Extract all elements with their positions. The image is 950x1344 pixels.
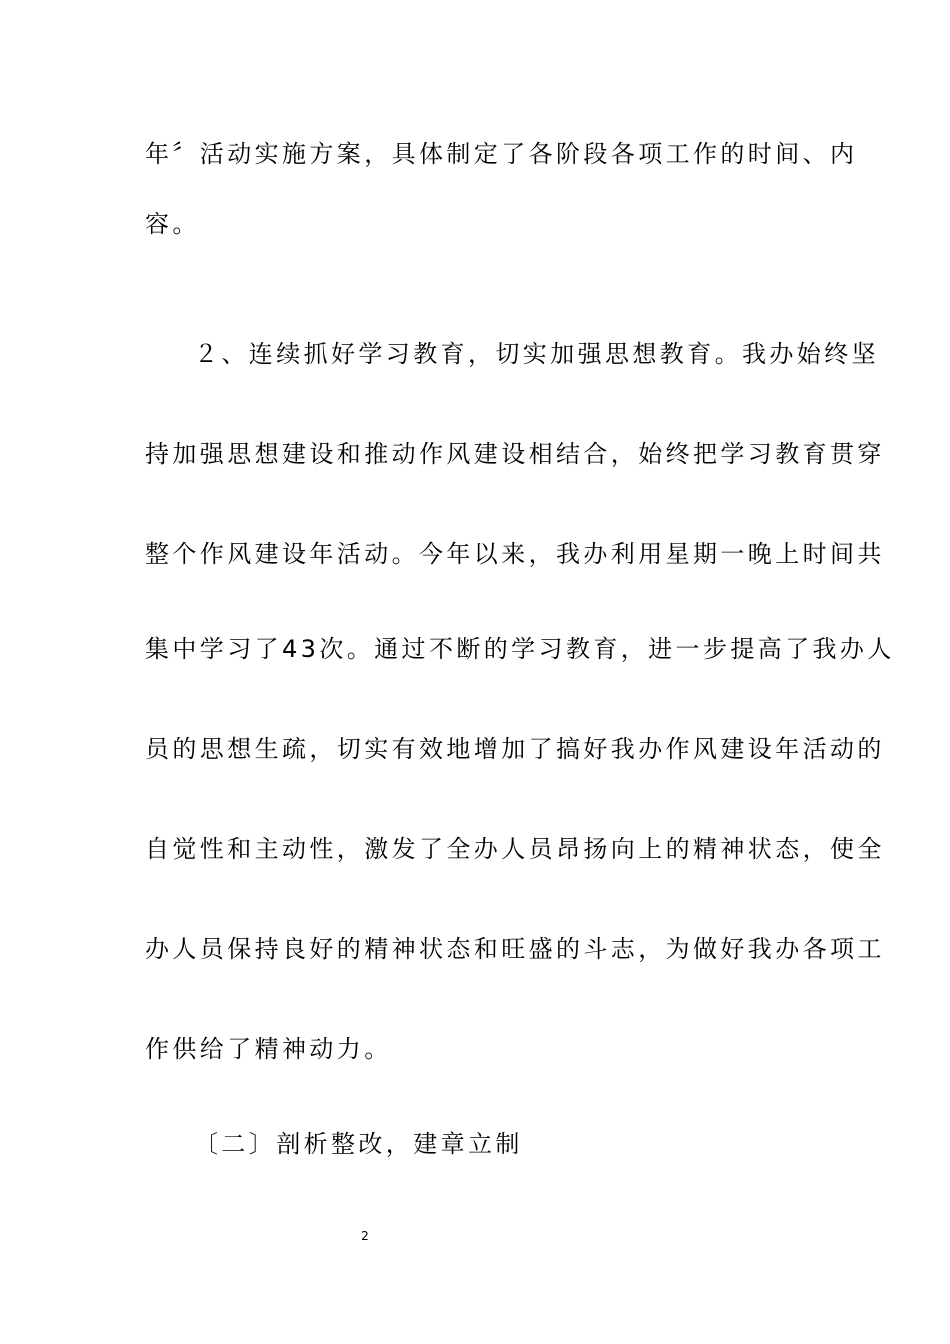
text-line-1: 年〞活动实施方案，具体制定了各阶段各项工作的时间、内 [145, 140, 858, 168]
paragraph-2-line-2: 持加强思想建设和推动作风建设相结合，始终把学习教育贯穿 [145, 440, 885, 468]
text-line-2: 容。 [145, 210, 200, 238]
paragraph-2-line-3: 整个作风建设年活动。今年以来，我办利用星期一晚上时间共 [145, 540, 885, 568]
paragraph-2-line-6: 自觉性和主动性，激发了全办人员昂扬向上的精神状态，使全 [145, 835, 885, 863]
paragraph-2-line-7: 办人员保持良好的精神状态和旺盛的斗志，为做好我办各项工 [145, 935, 885, 963]
paragraph-2-line-1: ２、连续抓好学习教育，切实加强思想教育。我办始终坚 [194, 340, 879, 368]
section-heading: 〔二〕剖析整改，建章立制 [194, 1130, 523, 1158]
paragraph-2-line-8: 作供给了精神动力。 [145, 1035, 392, 1063]
page-number: 2 [361, 1229, 369, 1243]
paragraph-2-line-5: 员的思想生疏，切实有效地增加了搞好我办作风建设年活动的 [145, 735, 885, 763]
paragraph-2-line-4: 集中学习了43次。通过不断的学习教育，进一步提高了我办人 [145, 635, 895, 663]
